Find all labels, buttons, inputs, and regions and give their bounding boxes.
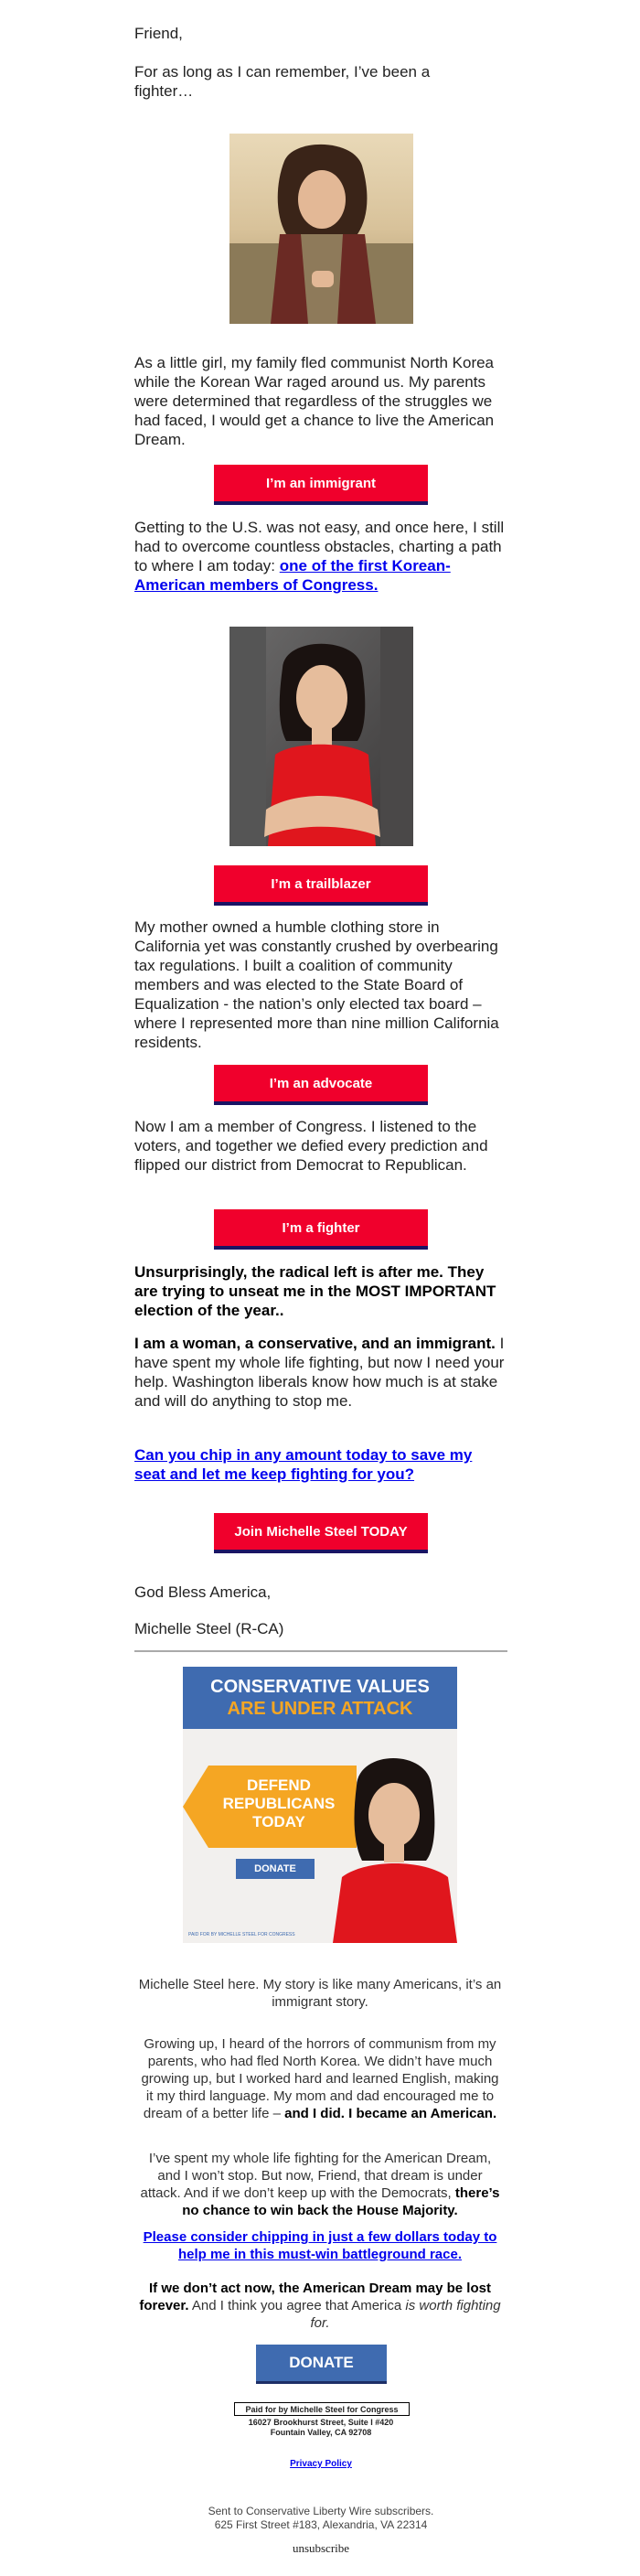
paragraph-woman-bold: I am a woman, a conservative, and an immigrant. xyxy=(134,1335,496,1352)
banner-headline-1: CONSERVATIVE VALUES xyxy=(210,1677,430,1697)
story-chip-in-link[interactable]: Please consider chipping in just a few dollars today to help me in this must-win battleground race. xyxy=(143,2229,497,2262)
privacy-policy-link[interactable]: Privacy Policy xyxy=(290,2459,352,2469)
defend-republicans-banner[interactable] xyxy=(183,1667,457,1943)
story-act-now-italic: is worth fighting for. xyxy=(310,2298,501,2331)
donate-button[interactable]: DONATE xyxy=(256,2345,387,2381)
story-american-dream xyxy=(137,2150,503,2219)
paragraph-radical-left: Unsurprisingly, the radical left is after me. They are trying to unseat me in the MOST IMPORTANT election of the year.. xyxy=(134,1263,496,1319)
unsubscribe-link[interactable]: unsubscribe xyxy=(292,2541,350,2555)
banner-arrow-line-3: TODAY xyxy=(252,1813,305,1830)
paragraph-childhood: As a little girl, my family fled communist North Korea while the Korean War raged around us. My parents were determined that regardless of the struggles we had faced, I would get a chance to live the American Dream. xyxy=(134,354,495,448)
im-an-advocate-button[interactable]: I’m an advocate xyxy=(214,1065,428,1101)
banner-small-print: PAID FOR BY MICHELLE STEEL FOR CONGRESS xyxy=(188,1932,295,1937)
paragraph-chip-in xyxy=(134,1445,507,1484)
first-korean-american-link[interactable]: one of the first Korean-American members of Congress. xyxy=(134,557,451,594)
signature-text: Michelle Steel (R-CA) xyxy=(134,1620,284,1637)
im-a-trailblazer-button[interactable]: I’m a trailblazer xyxy=(214,865,428,902)
join-michelle-steel-button[interactable]: Join Michelle Steel TODAY xyxy=(214,1513,428,1550)
story-american-dream-bold: there’s no chance to win back the House Majority. xyxy=(182,2185,500,2218)
im-an-immigrant-button[interactable]: I’m an immigrant xyxy=(214,465,428,501)
paragraph-journey xyxy=(134,518,507,595)
chip-in-link[interactable]: Can you chip in any amount today to save my seat and let me keep fighting for you? xyxy=(134,1446,473,1483)
story-act-now-text: And I think you agree that America xyxy=(188,2298,406,2313)
paragraph-woman-conservative xyxy=(134,1334,507,1411)
sent-to-text: Sent to Conservative Liberty Wire subscribers. xyxy=(208,2505,434,2517)
portrait-photo xyxy=(229,627,413,846)
banner-arrow-line-1: DEFEND xyxy=(247,1776,311,1794)
banner-donate-button[interactable]: DONATE xyxy=(236,1859,315,1879)
paid-for-disclaimer: Paid for by Michelle Steel for Congress xyxy=(234,2402,410,2416)
story-act-now-bold: If we don’t act now, the American Dream may be lost forever. xyxy=(139,2281,491,2313)
privacy-policy-wrap xyxy=(134,2459,507,2469)
banner-arrow-text xyxy=(210,1776,347,1831)
story-act-now xyxy=(137,2280,503,2332)
paragraph-journey-text: Getting to the U.S. was not easy, and once here, I still had to overcome countless obstacles, charting a path to where I am today: xyxy=(134,519,505,574)
im-a-fighter-button[interactable]: I’m a fighter xyxy=(214,1209,428,1246)
banner-headline-2: ARE UNDER ATTACK xyxy=(227,1699,413,1719)
paragraph-woman-text: I have spent my whole life fighting, but now I need your help. Washington liberals know how much is at stake and will do anything to stop me. xyxy=(134,1335,505,1410)
paragraph-tax-board: My mother owned a humble clothing store in California yet was constantly crushed by overbearing tax regulations. I built a coalition of community members and was elected to the State Board of Equalization - the nation’s only elected tax board – where I represented more than nine million California residents. xyxy=(134,918,499,1051)
story-growing-up xyxy=(137,2035,503,2122)
story-chip-in xyxy=(137,2228,503,2263)
blessing-text: God Bless America, xyxy=(134,1583,272,1601)
story-american-dream-text: I’ve spent my whole life fighting for the American Dream, and I won’t stop. But now, Friend, that dream is under attack. And if we don’t keep up with the Democrats, xyxy=(140,2151,492,2201)
sender-address: 625 First Street #183, Alexandria, VA 22314 xyxy=(214,2518,428,2531)
section-divider xyxy=(134,1650,507,1652)
story-growing-up-text: Growing up, I heard of the horrors of communism from my parents, who had fled North Korea. We didn’t have much growing up, but I worked hard and learned English, making it my third language. My mom and dad encouraged me to dream of a better life – xyxy=(141,2036,499,2121)
banner-arrow-line-2: REPUBLICANS xyxy=(222,1795,336,1812)
story-growing-up-bold: and I did. I became an American. xyxy=(284,2106,497,2121)
intro-text: For as long as I can remember, I’ve been a fighter… xyxy=(134,63,431,100)
campaign-address-2: Fountain Valley, CA 92708 xyxy=(270,2428,372,2437)
campaign-address-1: 16027 Brookhurst Street, Suite I #420 xyxy=(248,2418,394,2427)
greeting: Friend, xyxy=(134,25,183,42)
banner-portrait xyxy=(329,1740,457,1943)
story-intro: Michelle Steel here. My story is like many Americans, it’s an immigrant story. xyxy=(138,1977,502,2010)
childhood-photo xyxy=(229,134,413,324)
banner-header xyxy=(183,1667,457,1729)
paragraph-congress: Now I am a member of Congress. I listened to the voters, and together we defied every prediction and flipped our district from Democrat to Republican. xyxy=(134,1118,488,1174)
